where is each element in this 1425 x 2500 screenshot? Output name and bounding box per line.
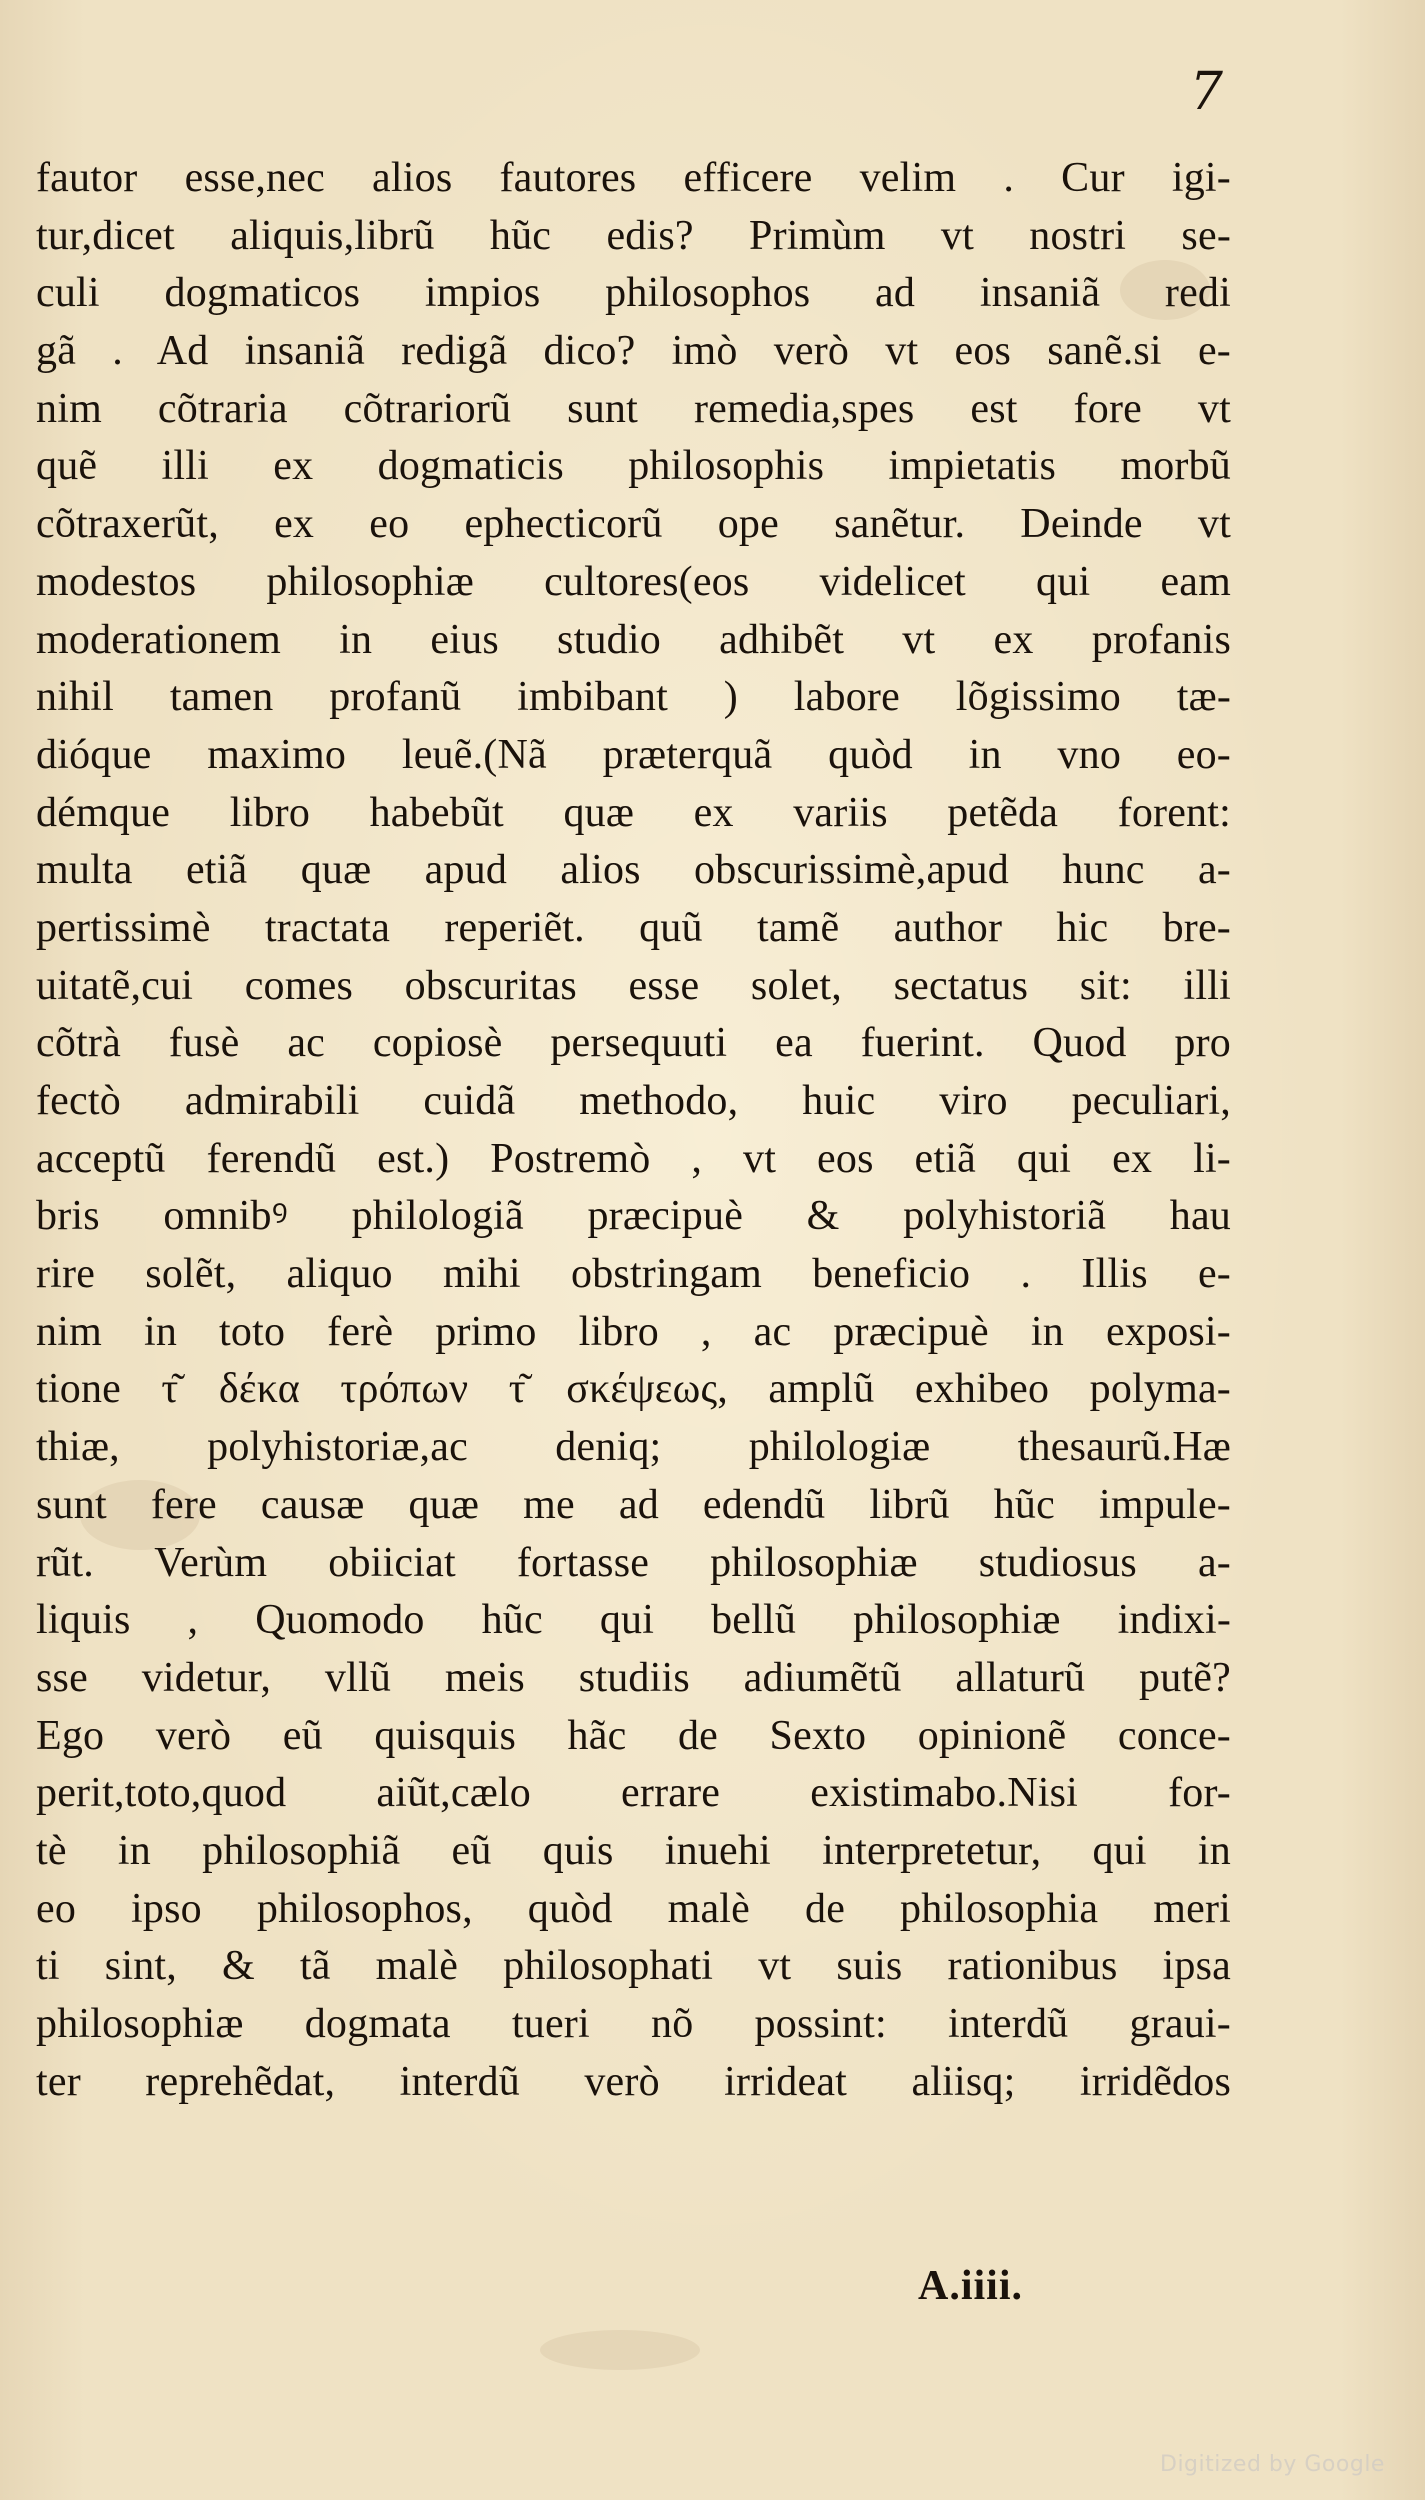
text-line: rire solẽt, aliquo mihi obstringam beneficio . Illis e- (36, 1251, 1231, 1298)
text-line: cõtrà fusè ac copiosè persequuti ea fuerint. Quod pro (36, 1020, 1231, 1067)
text-line: ti sint, & tã malè philosophati vt suis rationibus ipsa (36, 1943, 1231, 1990)
text-line: modestos philosophiæ cultores(eos videlicet qui eam (36, 558, 1231, 605)
page-number: 7 (1189, 62, 1223, 122)
text-line: perit,toto,quod aiũt,cælo errare existimabo.Nisi for- (36, 1770, 1231, 1817)
paper-stain (540, 2330, 700, 2370)
text-line: tè in philosophiã eũ quis inuehi interpretetur, qui in (36, 1827, 1231, 1874)
text-line: culi dogmaticos impios philosophos ad insaniã redi (36, 270, 1231, 317)
text-line: Ego verò eũ quisquis hãc de Sexto opinionẽ conce- (36, 1712, 1231, 1759)
text-line: nim cõtraria cõtrariorũ sunt remedia,spes est fore vt (36, 385, 1231, 432)
text-line: tur,dicet aliquis,librũ hũc edis? Primùm vt nostri se- (36, 212, 1231, 259)
text-line: acceptũ ferendũ est.) Postremò , vt eos etiã qui ex li- (36, 1135, 1231, 1182)
text-line: nihil tamen profanũ imbibant ) labore lõgissimo tæ- (36, 674, 1231, 721)
text-line: thiæ, polyhistoriæ,ac deniq; philologiæ thesaurũ.Hæ (36, 1424, 1231, 1471)
text-line: philosophiæ dogmata tueri nõ possint: interdũ graui- (36, 2001, 1231, 2047)
text-line: dióque maximo leuẽ.(Nã præterquã quòd in vno eo- (36, 731, 1231, 778)
text-line: sunt fere causæ quæ me ad edendũ librũ hũc impule- (36, 1481, 1231, 1528)
text-line: nim in toto ferè primo libro , ac præcipuè in exposi- (36, 1308, 1231, 1355)
text-line: bris omnibꝰ philologiã præcipuè & polyhistoriã hau (36, 1193, 1231, 1240)
text-line: tione τ͂ δέκα τρόπων τ͂ σκέψεως, amplũ exhibeo polyma- (36, 1366, 1231, 1413)
text-line: ter reprehẽdat, interdũ verò irrideat aliisq; irridẽdos (36, 2058, 1231, 2105)
text-line: quẽ illi ex dogmaticis philosophis impietatis morbũ (36, 443, 1231, 490)
text-line: uitatẽ,cui comes obscuritas esse solet, sectatus sit: illi (36, 962, 1231, 1009)
text-line: liquis , Quomodo hũc qui bellũ philosophiæ indixi- (36, 1597, 1231, 1644)
text-line: eo ipso philosophos, quòd malè de philosophia meri (36, 1885, 1231, 1932)
text-line: fectò admirabili cuidã methodo, huic viro peculiari, (36, 1078, 1231, 1124)
signature-mark: A.iiii. (918, 2263, 1024, 2309)
digitization-watermark: Digitized by Google (1160, 2452, 1385, 2477)
text-line: fautor esse,nec alios fautores efficere velim . Cur igi- (36, 155, 1231, 201)
text-line: cõtraxerũt, ex eo ephecticorũ ope sanẽtur. Deinde vt (36, 501, 1231, 548)
text-line: gã . Ad insaniã redigã dico? imò verò vt eos sanẽ.si e- (36, 328, 1231, 375)
body-text (36, 150, 1231, 2111)
text-line: multa etiã quæ apud alios obscurissimè,apud hunc a- (36, 847, 1231, 894)
text-line: pertissimè tractata reperiẽt. quũ tamẽ author hic bre- (36, 904, 1231, 951)
text-line: moderationem in eius studio adhibẽt vt ex profanis (36, 616, 1231, 663)
text-line: démque libro habebũt quæ ex variis petẽda forent: (36, 789, 1231, 836)
text-line: sse videtur, vllũ meis studiis adiumẽtũ allaturũ putẽ? (36, 1654, 1231, 1701)
text-line: rũt. Verùm obiiciat fortasse philosophiæ studiosus a- (36, 1539, 1231, 1586)
